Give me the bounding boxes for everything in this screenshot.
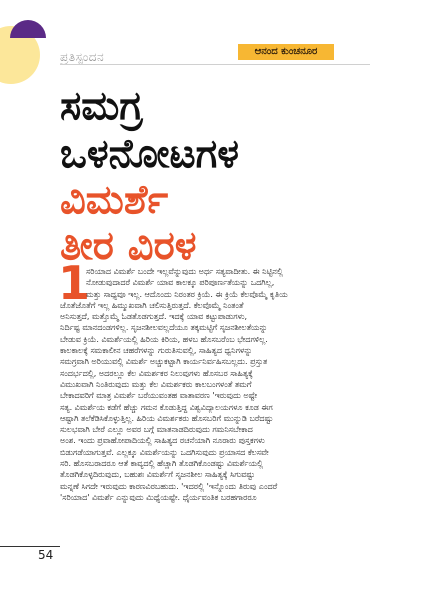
drop-cap-number: 1 (58, 256, 91, 310)
body-line: ಕಾಲಕಾಲಕ್ಕೆ ಸಮಕಾಲೀನ ಚಹರೆಗಳನ್ನು ಗುರುತಿಸುವಲ್ಲಿ, ಸಾಹಿತ್ಯದ ಧ್ವನಿಗಳನ್ನು (60, 346, 253, 356)
author-name: ಆನಂದ ಕುಂಚನೂರ (238, 44, 334, 60)
headline-line-2: ಒಳನೋಟಗಳ (60, 131, 239, 177)
body-line: ಬಿಡುಗಡೆಯಾಗುತ್ತವೆ. ಎಲ್ಲಕ್ಕೂ ವಿಮರ್ಶೆಯನ್ನು ಒದಗಿಸುವುದು ಪ್ರಯಾಸದ ಕೆಲಸವೇ (60, 447, 269, 457)
body-line: ಸರಿ. ಹೊಸಬರಾದರೂ ಆತೆ ಕಾವ್ಯದಲ್ಲಿ ಹೆಚ್ಚಾಗಿ ತೊಡಗಿಕೊಂಡಷ್ಟು ವಿಮರ್ಶೆಯಲ್ಲಿ (60, 459, 264, 469)
body-line: ನೋಡುವುದಾದರೆ ವಿಮರ್ಶೆ ಯಾವ ಕಾಲಕ್ಕೂ ಪರಿಪೂರ್ಣತೆಯನ್ನು ಒದಗಿಲ್ಲ, (86, 278, 275, 288)
body-line: ಮತ್ತು ಸಾಧ್ಯವೂ ಇಲ್ಲ. ಆದೊಂದು ನಿರಂತರ ಕ್ರಿಯೆ. ಈ ಕ್ರಿಯೆ ಕೆಲವೊಮ್ಮೆ ಕೃತಿಯ (86, 289, 288, 299)
body-line: 'ಸರಿಯಾದ' ವಿಮರ್ಶೆ ಎನ್ನುವುದು ಮಿಥ್ಯೆಯಷ್ಟೇ. ಧೈರ್ಯವಂತಿಕ ಬರಹಗಾರರೂ (60, 492, 257, 502)
section-label: ಪ್ರತಿಸ್ಪಂದನ (60, 50, 105, 64)
headline-line-1: ಸಮಗ್ರ (60, 83, 143, 129)
body-line: ಬೇಕಾದವರಿಗೆ ಮಾತ್ರ ವಿಮರ್ಶೆ ಬರೆಯುವಂತಹ ವಾತಾವರಣ 'ಇರುವುದು ಅಷ್ಟೇ (60, 391, 258, 401)
body-line: ಸಮಗ್ರವಾಗಿ ಅರಿಯುವಲ್ಲಿ ವಿಮರ್ಶೆ ಅಚ್ಚುಕಟ್ಟಾಗಿ ಕಾರ್ಯನಿರ್ವಹಿಸಬಲ್ಲದು. ಪ್ರಸ್ತುತ (60, 357, 268, 367)
body-line: ಮನ್ನಣೆ ಸಿಗದೇ ಇರುವುದು ಕಾರಣವಿರಬಹುದು. 'ಇದರಲ್ಲಿ 'ಇನ್ನೊಂದು ತಿರುವು ಎಂದರೆ (60, 481, 278, 491)
body-line: ಸುಲಭವಾಗಿ ಬೇರೆ ಎಲ್ಲೂ ಅವರ ಬಗ್ಗೆ ಮಾತನಾಡದಿರುವುದು ಗಮನಿಸಬೇಕಾದ (60, 425, 253, 435)
headline-line-3: ವಿಮರ್ಶೆ (60, 177, 169, 223)
body-line: ವಿಮುಖವಾಗಿ ನಿಂತಿರುವುದು ಮತ್ತು ಕೆಲ ವಿಮರ್ಶಕರು ಕಾಲಬಂಗಳಂತೆ ತಮಗೆ (60, 379, 252, 389)
body-line: ಸಂದರ್ಭದಲ್ಲಿ, ಅದರಲ್ಲೂ ಕೆಲ ವಿಮರ್ಶಕರ ನಿಲುವುಗಳು ಹೊಸಬರ ಸಾಹಿತ್ಯಕ್ಕೆ (60, 368, 253, 378)
article-body (60, 266, 370, 503)
body-line: ಅಂಶ. ಇಂದು ಪ್ರವಾಹೋಪಾದಿಯಲ್ಲಿ ಸಾಹಿತ್ಯದ ರಚನೆಯಾಗಿ ನೂರಾರು ಪುಸ್ತಕಗಳು (60, 436, 265, 446)
body-line: ಆಷ್ಟಾಗಿ ತಲೆಕೆಡಿಸಿಕೊಳ್ಳುತ್ತಿಲ್ಲ. ಹಿರಿಯ ವಿಮರ್ಶಕರು ಹೊಸಬರಿಗೆ ಮುನ್ನುಡಿ ಬರೆದಷ್ಟು (60, 413, 274, 423)
body-line: ಜೊತೆಜೊತೆಗೆ ಇಲ್ಲ ಹಿಮ್ಮುಖವಾಗಿ ಚಲಿಸುತ್ತಿರುತ್ತದೆ. ಕೆಲವೊಮ್ಮೆ ನಿಂತಂತೆ (60, 300, 244, 310)
header-divider (60, 64, 370, 65)
body-line: ಬೇಡುವ ಕ್ರಿಯೆ. ವಿಮರ್ಶೆಯಲ್ಲಿ ಹಿರಿಯ ಕಿರಿಯ, ಹಳಬ ಹೊಸಬರೆಂಬ ಭೇದಗಳಿಲ್ಲ. (60, 334, 268, 344)
body-line: ಸತ್ಯ. ವಿಮರ್ಶೆಯ ಕಡೆಗೆ ಹೆಚ್ಚು ಗಮನ ಕೊಡುತ್ತಿದ್ದ ವಿಶ್ವವಿದ್ಯಾಲಯಗಳೂ ಕೂಡ ಈಗ (60, 402, 273, 412)
body-line: ತೊಡಗಿಕೊಳ್ಳದಿರುವುದು, ಬಹುಶಃ ವಿಮರ್ಶೆಗೆ ಸೃಜನಶೀಲ ಸಾಹಿತ್ಯಕ್ಕೆ ಸಿಗುವಷ್ಟು (60, 470, 255, 480)
body-line: ಅನಿಸುತ್ತದೆ, ಮತ್ತೊಮ್ಮೆ ಓಡತೊಡಗುತ್ತದೆ. ಇದಕ್ಕೆ ಯಾವ ಕಟ್ಟುಪಾಡುಗಳು, (60, 312, 248, 322)
body-line: ಸರಿಯಾದ ವಿಮರ್ಶೆ ಬಂದೇ ಇಲ್ಲವೆನ್ನುವುದು ಅರ್ಧ ಸತ್ಯವಾದೀತು. ಈ ನಿಟ್ಟಿನಲ್ಲಿ (86, 267, 283, 276)
headline-line-4: ತೀರ ವಿರಳ (60, 223, 197, 269)
body-line: ನಿರ್ದಿಷ್ಟ ಮಾನದಂಡಗಳಿಲ್ಲ. ಸೃಜನಶೀಲವಲ್ಲದೆಯೂ ತಕ್ಕಮಟ್ಟಿಗೆ ಸೃಜನಶೀಲತೆಯನ್ನು (60, 323, 268, 333)
footer-divider (0, 546, 60, 547)
page-number: 54 (38, 548, 54, 562)
